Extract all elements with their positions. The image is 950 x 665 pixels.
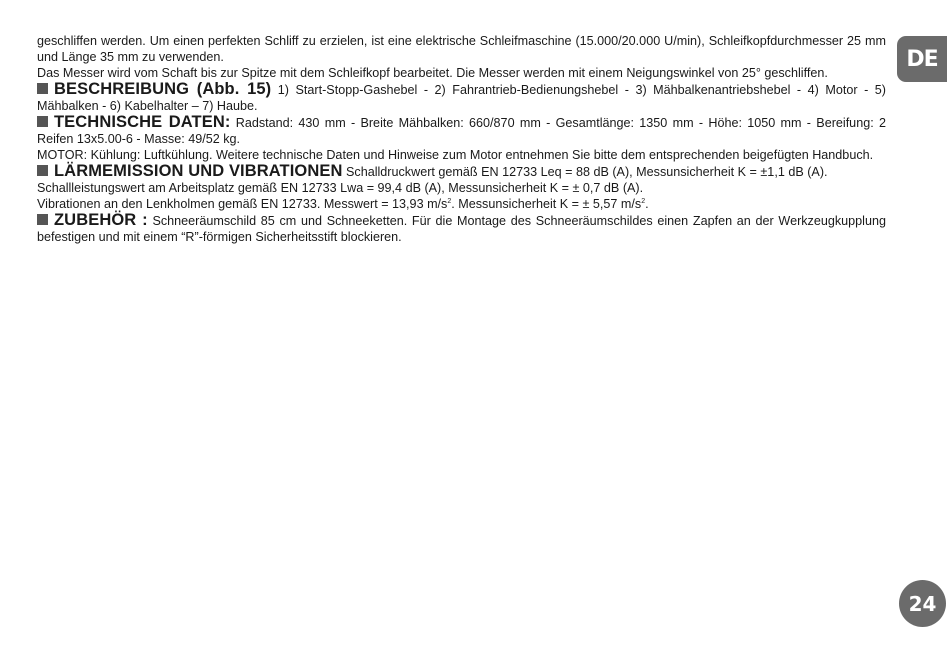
intro-paragraph: geschliffen werden. Um einen perfekten Schliff zu erzielen, ist eine elektrische Schleifmaschine (15.000/20.000 U/min), Schleifkopfdurchmesser 25 mm und Länge 35 mm zu verwenden.: [37, 34, 886, 64]
section-heading: TECHNISCHE DATEN:: [54, 113, 231, 131]
section-text: 1) Start-Stopp-Gashebel - 2) Fahrantrieb-Bedienungshebel - 3) Mähbalkenantriebshebel - 4) Motor - 5) Mähbalken - 6) Kabelhalter – 7) Haube.: [37, 83, 886, 113]
section-bullet-icon: [37, 83, 48, 94]
page-number-badge: 24: [899, 580, 946, 627]
section-bullet-icon: [37, 165, 48, 176]
section-technische-daten: [37, 114, 886, 147]
section-laermemission: [37, 163, 886, 180]
motor-paragraph: MOTOR: Kühlung: Luftkühlung. Weitere technische Daten und Hinweise zum Motor entnehmen Sie bitte dem entsprechenden beigefügten Handbuch.: [37, 148, 874, 162]
section-zubehoer: [37, 212, 886, 245]
section-text: Schalldruckwert gemäß EN 12733 Leq = 88 dB (A), Messunsicherheit K = ±1,1 dB (A).: [342, 165, 828, 179]
section-beschreibung: [37, 81, 886, 114]
vibration-text: Vibrationen an den Lenkholmen gemäß EN 12733. Messwert = 13,93 m/s: [37, 197, 448, 211]
vibration-paragraph: [37, 196, 886, 212]
section-text: Schneeräumschild 85 cm und Schneeketten. Für die Montage des Schneeräumschildes einen Zapfen an der Werkzeugkupplung befestigen und mit einem “R”-förmigen Sicherheitsstift blockieren.: [37, 214, 886, 244]
superscript: 2: [641, 198, 646, 205]
section-heading: ZUBEHÖR :: [54, 211, 148, 229]
vibration-text-end: .: [645, 197, 649, 211]
language-tab: DE: [897, 36, 947, 82]
section-text: Radstand: 430 mm - Breite Mähbalken: 660/870 mm - Gesamtlänge: 1350 mm - Höhe: 1050 mm - Bereifung: 2 Reifen 13x5.00-6 - Masse: 49/52 kg.: [37, 116, 886, 146]
section-heading: BESCHREIBUNG (Abb. 15): [54, 80, 272, 98]
intro-paragraph-2: Das Messer wird vom Schaft bis zur Spitze mit dem Schleifkopf bearbeitet. Die Messer werden mit einem Neigungswinkel von 25° geschliffen.: [37, 66, 828, 80]
section-heading: LÄRMEMISSION UND VIBRATIONEN: [54, 162, 343, 180]
manual-page-content: [37, 33, 886, 245]
section-bullet-icon: [37, 116, 48, 127]
section-bullet-icon: [37, 214, 48, 225]
superscript: 2: [447, 198, 452, 205]
sound-power-paragraph: Schallleistungswert am Arbeitsplatz gemäß EN 12733 Lwa = 99,4 dB (A), Messunsicherheit K = ± 0,7 dB (A).: [37, 181, 644, 195]
vibration-text-2: . Messunsicherheit K = ± 5,57 m/s: [451, 197, 642, 211]
